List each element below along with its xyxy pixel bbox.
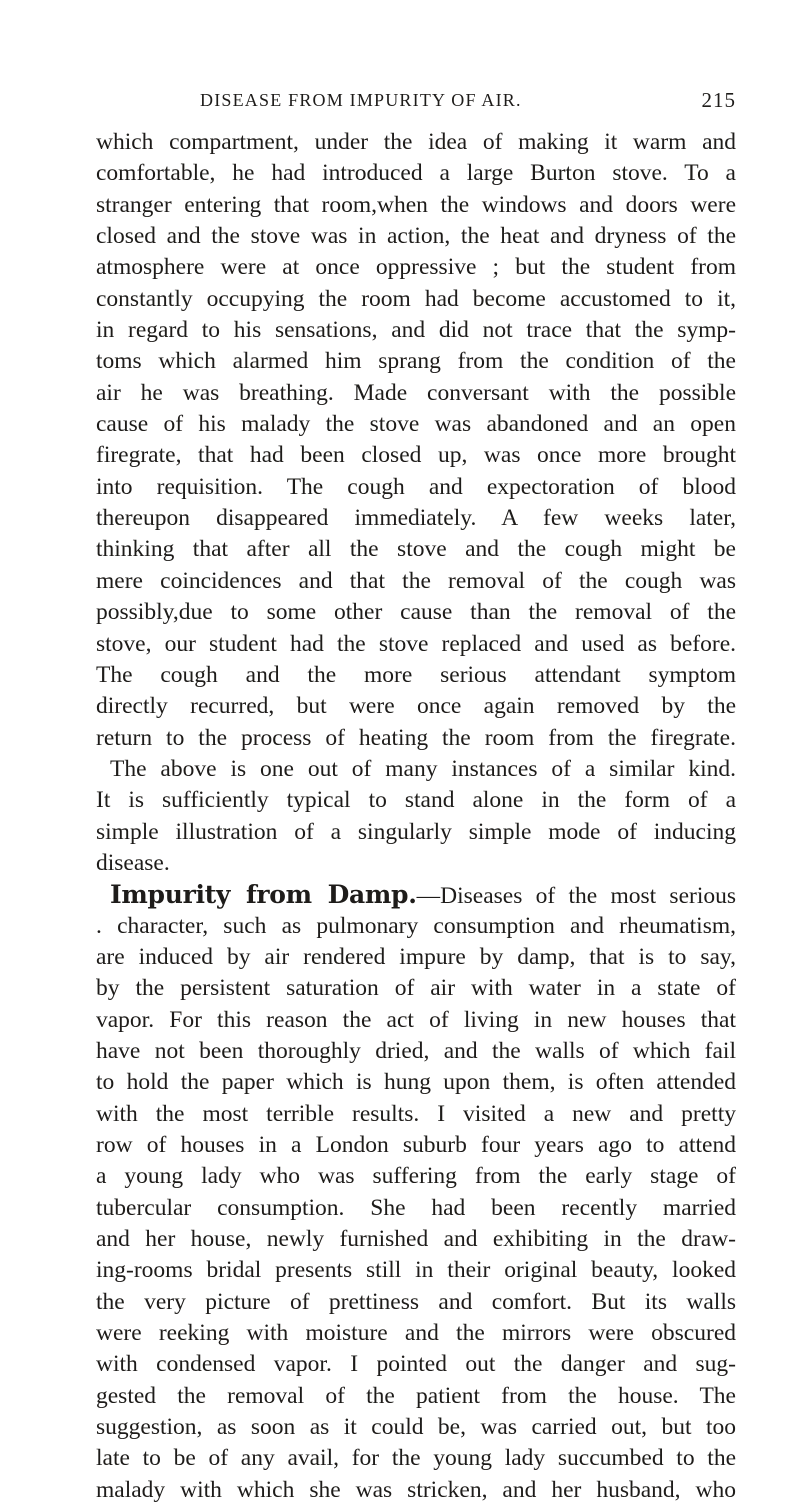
- text-line: have not been thoroughly dried, and the walls of which fail: [96, 1037, 736, 1064]
- text-line: with the most terrible results. I visited a new and pretty: [96, 1100, 736, 1127]
- text-line: malady with which she was stricken, and her husband, who: [96, 1476, 736, 1503]
- text-line: were reeking with moisture and the mirrors were obscured: [96, 1320, 736, 1347]
- section-heading: Impurity from Damp.: [110, 880, 417, 910]
- text-line: simple illustration of a singularly simple mode of inducing: [96, 818, 736, 845]
- running-head: [96, 88, 736, 118]
- text-line: into requisition. The cough and expectoration of blood: [96, 473, 736, 500]
- text-line: The cough and the more serious attendant symptom: [96, 661, 736, 688]
- text-line: It is sufficiently typical to stand alone in the form of a: [96, 787, 736, 814]
- text-line: . character, such as pulmonary consumption and rheumatism,: [96, 912, 736, 939]
- text-line: tubercular consumption. She had been recently married: [96, 1194, 736, 1221]
- text-line: thereupon disappeared immediately. A few weeks later,: [96, 505, 736, 532]
- text-line: thinking that after all the stove and the cough might be: [96, 536, 736, 563]
- text-line: mere coincidences and that the removal of the cough was: [96, 567, 736, 594]
- text-line: which compartment, under the idea of making it warm and: [96, 129, 736, 155]
- text-line: air he was breathing. Made conversant with the possible: [96, 379, 736, 406]
- text-line: by the persistent saturation of air with water in a state of: [96, 975, 736, 1002]
- text-line: cause of his malady the stove was abandoned and an open: [96, 411, 736, 438]
- text-line: toms which alarmed him sprang from the condition of the: [96, 348, 736, 375]
- text-line: return to the process of heating the room from the firegrate.: [96, 724, 736, 751]
- text-line: stove, our student had the stove replaced and used as before.: [96, 630, 736, 657]
- text-line: closed and the stove was in action, the heat and dryness of the: [96, 223, 736, 250]
- running-title: DISEASE FROM IMPURITY OF AIR.: [200, 90, 522, 110]
- text-line: firegrate, that had been closed up, was once more brought: [96, 442, 736, 469]
- paragraph-start-line: The above is one out of many instances of a similar kind.: [110, 755, 736, 782]
- text-line: to hold the paper which is hung upon them, is often attended: [96, 1069, 736, 1096]
- section-first-line: [96, 879, 736, 910]
- text-line: with condensed vapor. I pointed out the danger and sug-: [96, 1351, 736, 1378]
- text-line: ing-rooms bridal presents still in their original beauty, looked: [96, 1257, 736, 1284]
- text-line: suggestion, as soon as it could be, was carried out, but too: [96, 1414, 736, 1441]
- text-line: comfortable, he had introduced a large Burton stove. To a: [96, 160, 736, 187]
- text-line: are induced by air rendered impure by damp, that is to say,: [96, 943, 736, 970]
- text-line: vapor. For this reason the act of living in new houses that: [96, 1006, 736, 1033]
- text-line: a young lady who was suffering from the early stage of: [96, 1163, 736, 1190]
- text-line: late to be of any avail, for the young lady succumbed to the: [96, 1445, 736, 1472]
- text-line: the very picture of prettiness and comfort. But its walls: [96, 1288, 736, 1315]
- body-text: [96, 127, 736, 1506]
- text-line: directly recurred, but were once again removed by the: [96, 693, 736, 720]
- text-line: gested the removal of the patient from the house. The: [96, 1382, 736, 1409]
- paragraph-end-line: disease.: [96, 849, 170, 876]
- text-line: in regard to his sensations, and did not trace that the symp-: [96, 317, 736, 344]
- text-line: atmosphere were at once oppressive ; but the student from: [96, 254, 736, 281]
- text-line: possibly,due to some other cause than the removal of the: [96, 599, 736, 626]
- section-first-line-text: —Diseases of the most serious: [416, 883, 736, 910]
- text-line: row of houses in a London suburb four years ago to attend: [96, 1132, 736, 1158]
- text-line: and her house, newly furnished and exhibiting in the draw-: [96, 1226, 736, 1253]
- text-line: stranger entering that room,when the windows and doors were: [96, 191, 736, 218]
- page-number: 215: [701, 88, 736, 112]
- text-line: constantly occupying the room had become accustomed to it,: [96, 285, 736, 312]
